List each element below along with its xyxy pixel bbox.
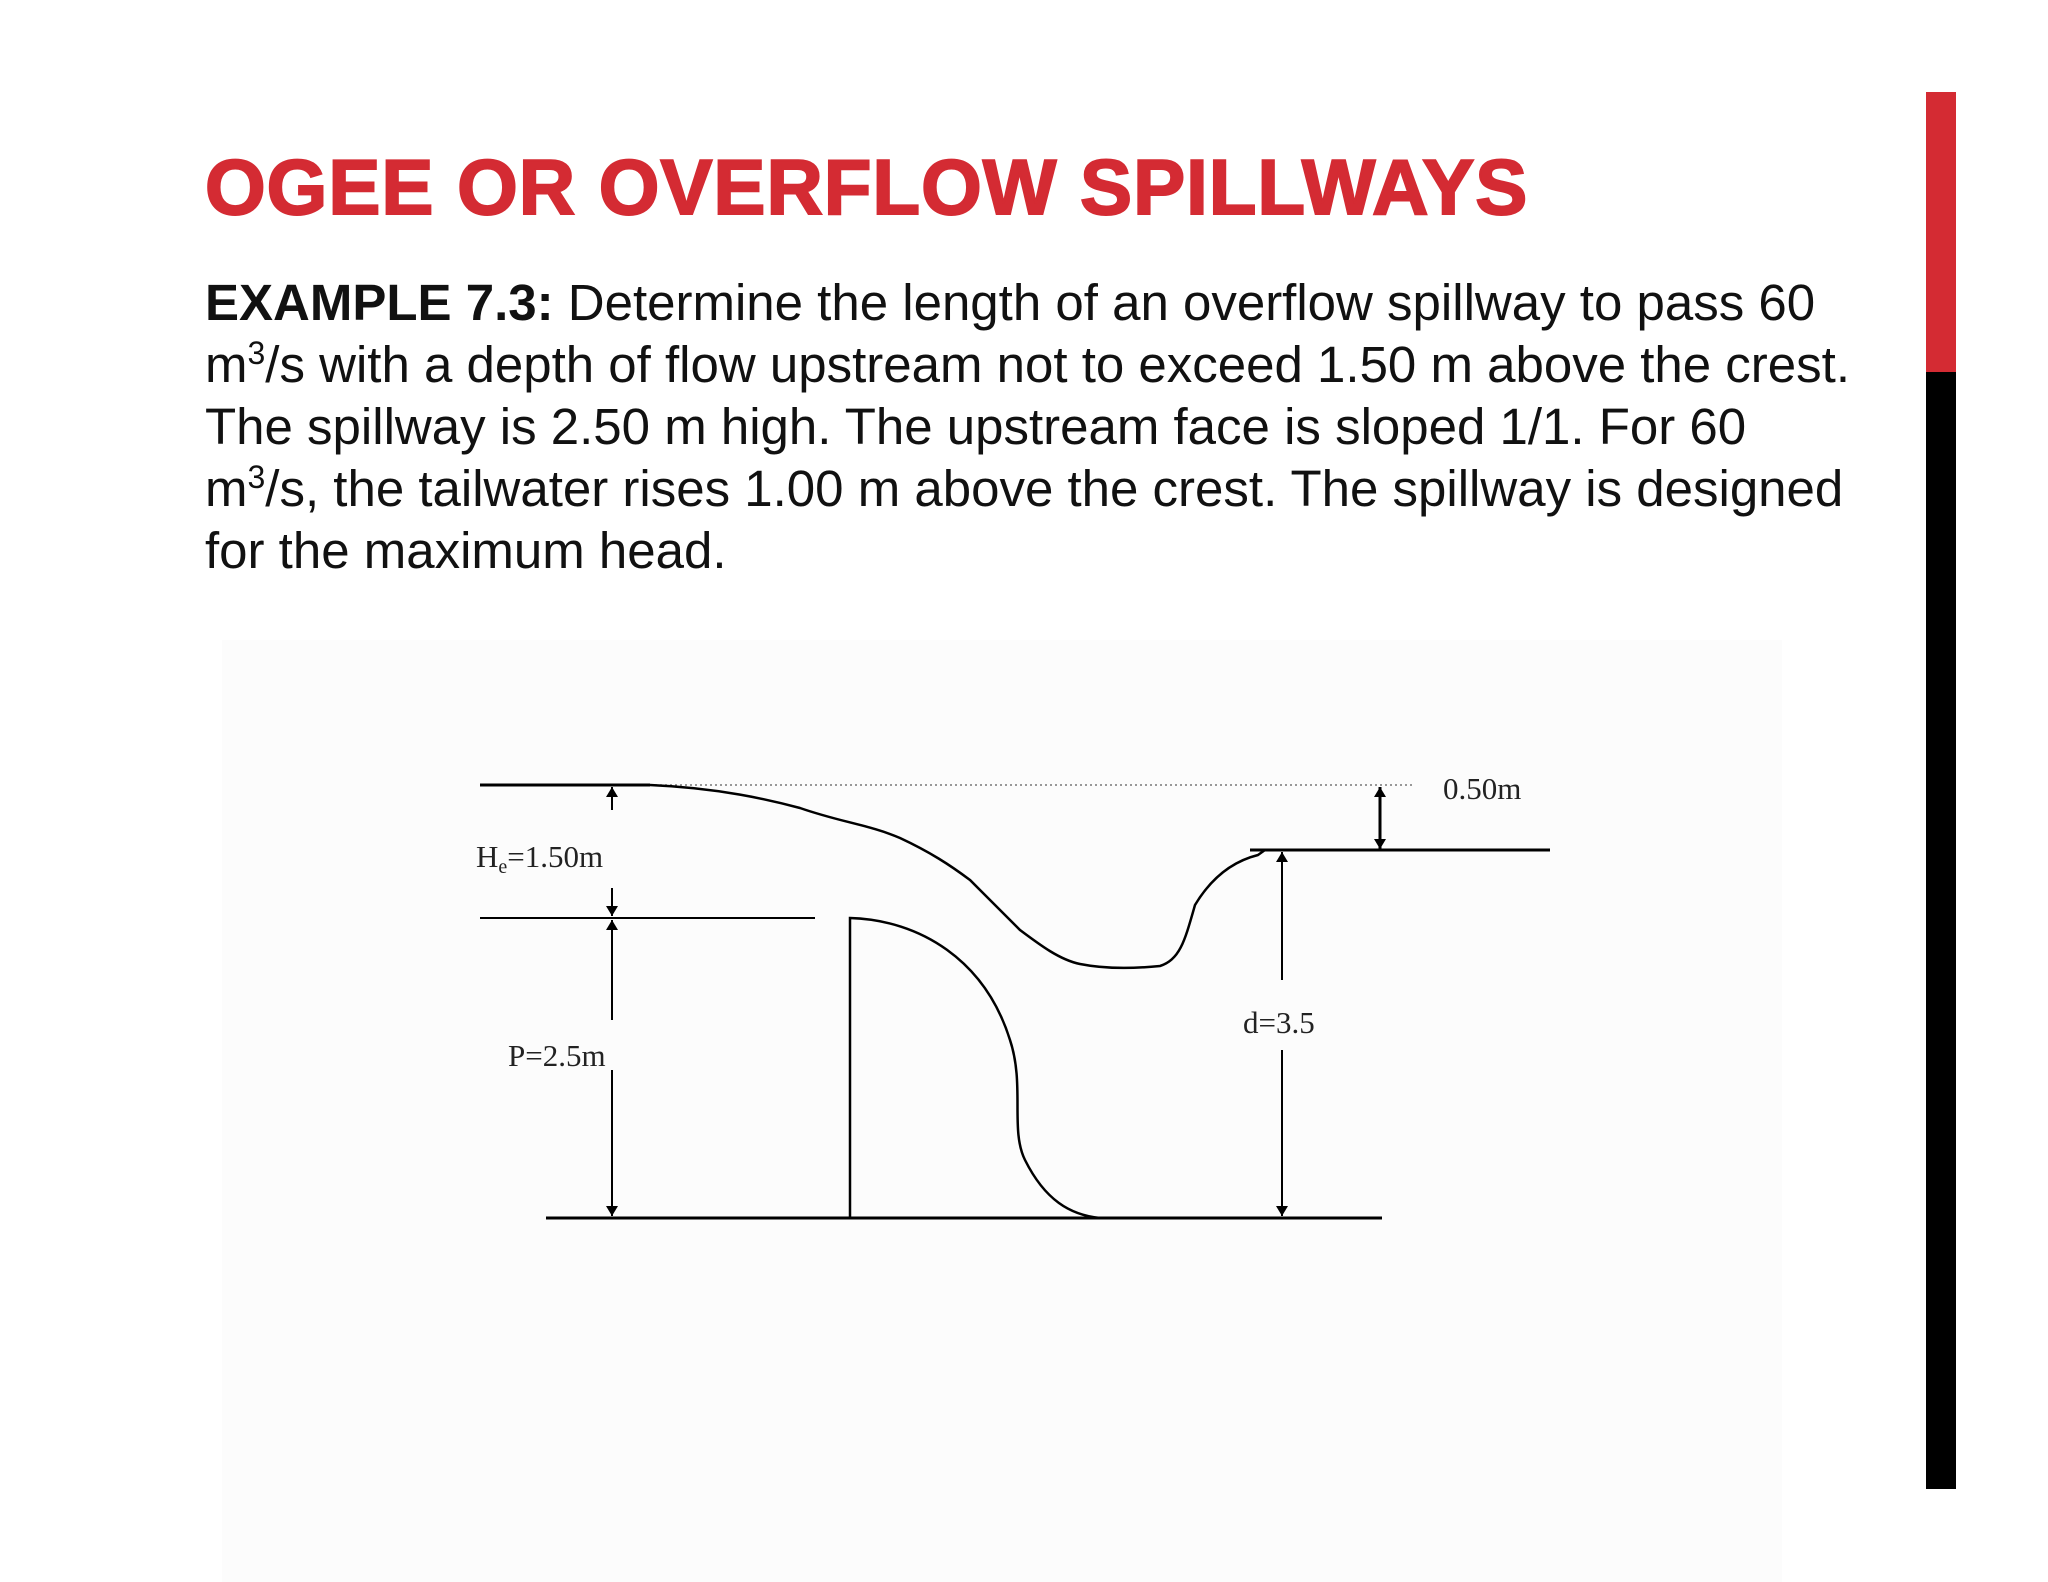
water-surface-profile xyxy=(650,785,1265,968)
slide-title: OGEE OR OVERFLOW SPILLWAYS xyxy=(205,143,1529,231)
tailwater-depth-label: d=3.5 xyxy=(1243,1005,1315,1040)
height-label: P=2.5m xyxy=(508,1038,606,1073)
superscript-3: 3 xyxy=(247,335,266,371)
example-label: EXAMPLE 7.3: xyxy=(205,274,554,331)
example-text-1: Determine the length of an overflow spillway to pass 60 m xyxy=(205,274,1816,393)
freeboard-label: 0.50m xyxy=(1443,771,1522,806)
superscript-3: 3 xyxy=(247,459,266,495)
example-text-3: /s, the tailwater rises 1.00 m above the crest. The spillway is designed for the maximum head. xyxy=(205,460,1844,579)
head-label: He=1.50m xyxy=(476,839,604,878)
spillway-profile xyxy=(850,918,1100,1218)
example-text-2: /s with a depth of flow upstream not to exceed 1.50 m above the crest. The spillway is 2.50 m high. The upstream face is sloped 1/1. For 60 m xyxy=(205,336,1850,517)
